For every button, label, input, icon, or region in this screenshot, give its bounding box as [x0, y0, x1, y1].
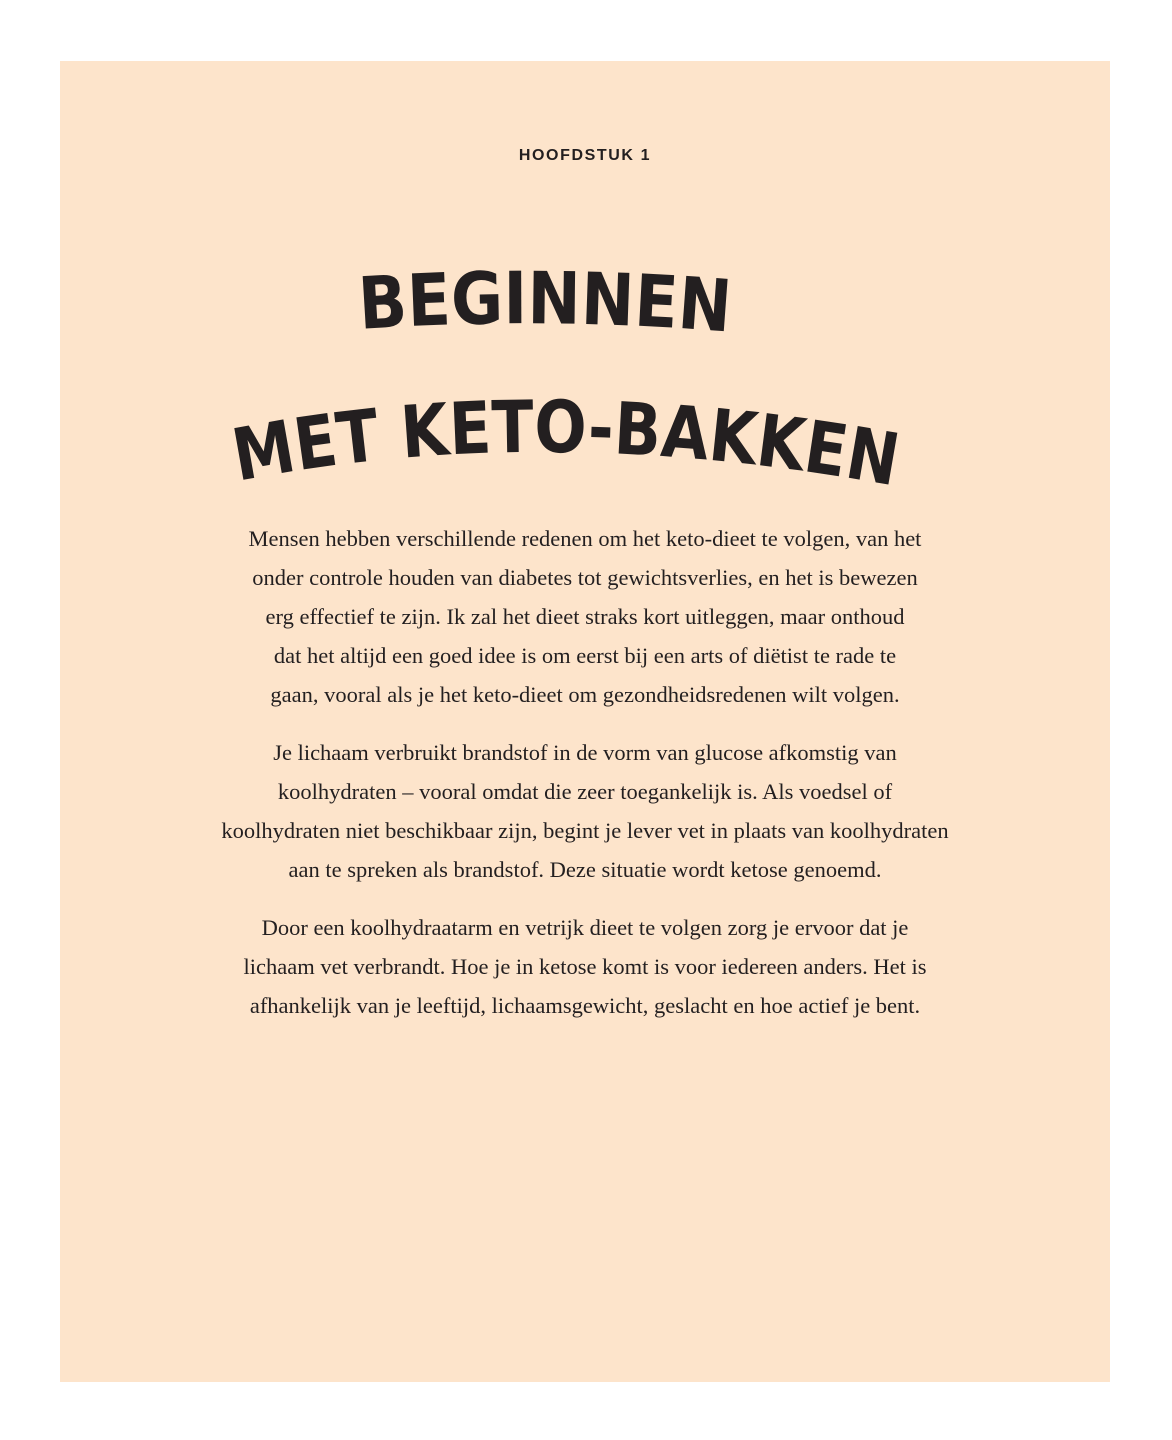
paragraph-line: onder controle houden van diabetes tot gewichtsverlies, en het is bewezen: [252, 565, 918, 590]
page-panel: [60, 61, 1110, 1382]
title-line-1: BEGINNEN: [355, 256, 742, 350]
body-text: [140, 519, 1030, 1044]
paragraph-line: Door een koolhydraatarm en vetrijk dieet te volgen zorg je ervoor dat je: [261, 915, 909, 940]
chapter-title: [60, 201, 1110, 504]
paragraph-1: [140, 519, 1030, 714]
paragraph-line: aan te spreken als brandstof. Deze situatie wordt ketose genoemd.: [288, 857, 882, 882]
title-line-2: MET KETO-BAKKEN: [226, 384, 915, 504]
paragraph-line: Je lichaam verbruikt brandstof in de vorm van glucose afkomstig van: [273, 740, 897, 765]
paragraph-line: dat het altijd een goed idee is om eerst bij een arts of diëtist te rade te: [273, 643, 897, 668]
paragraph-line: lichaam vet verbrandt. Hoe je in ketose komt is voor iedereen anders. Het is: [243, 954, 927, 979]
paragraph-line: gaan, vooral als je het keto-dieet om gezondheidsredenen wilt volgen.: [270, 682, 900, 707]
paragraph-2: [140, 733, 1030, 889]
chapter-label: HOOFDSTUK 1: [518, 147, 652, 164]
paragraph-line: koolhydraten – vooral omdat die zeer toegankelijk is. Als voedsel of: [277, 779, 893, 804]
paragraph-line: erg effectief te zijn. Ik zal het dieet straks kort uitleggen, maar onthoud: [265, 604, 905, 629]
paragraph-line: afhankelijk van je leeftijd, lichaamsgewicht, geslacht en hoe actief je bent.: [249, 993, 921, 1018]
paragraph-line: koolhydraten niet beschikbaar zijn, begint je lever vet in plaats van koolhydraten: [221, 818, 949, 843]
paragraph-line: Mensen hebben verschillende redenen om het keto-dieet te volgen, van het: [248, 526, 922, 551]
paragraph-3: [140, 908, 1030, 1025]
